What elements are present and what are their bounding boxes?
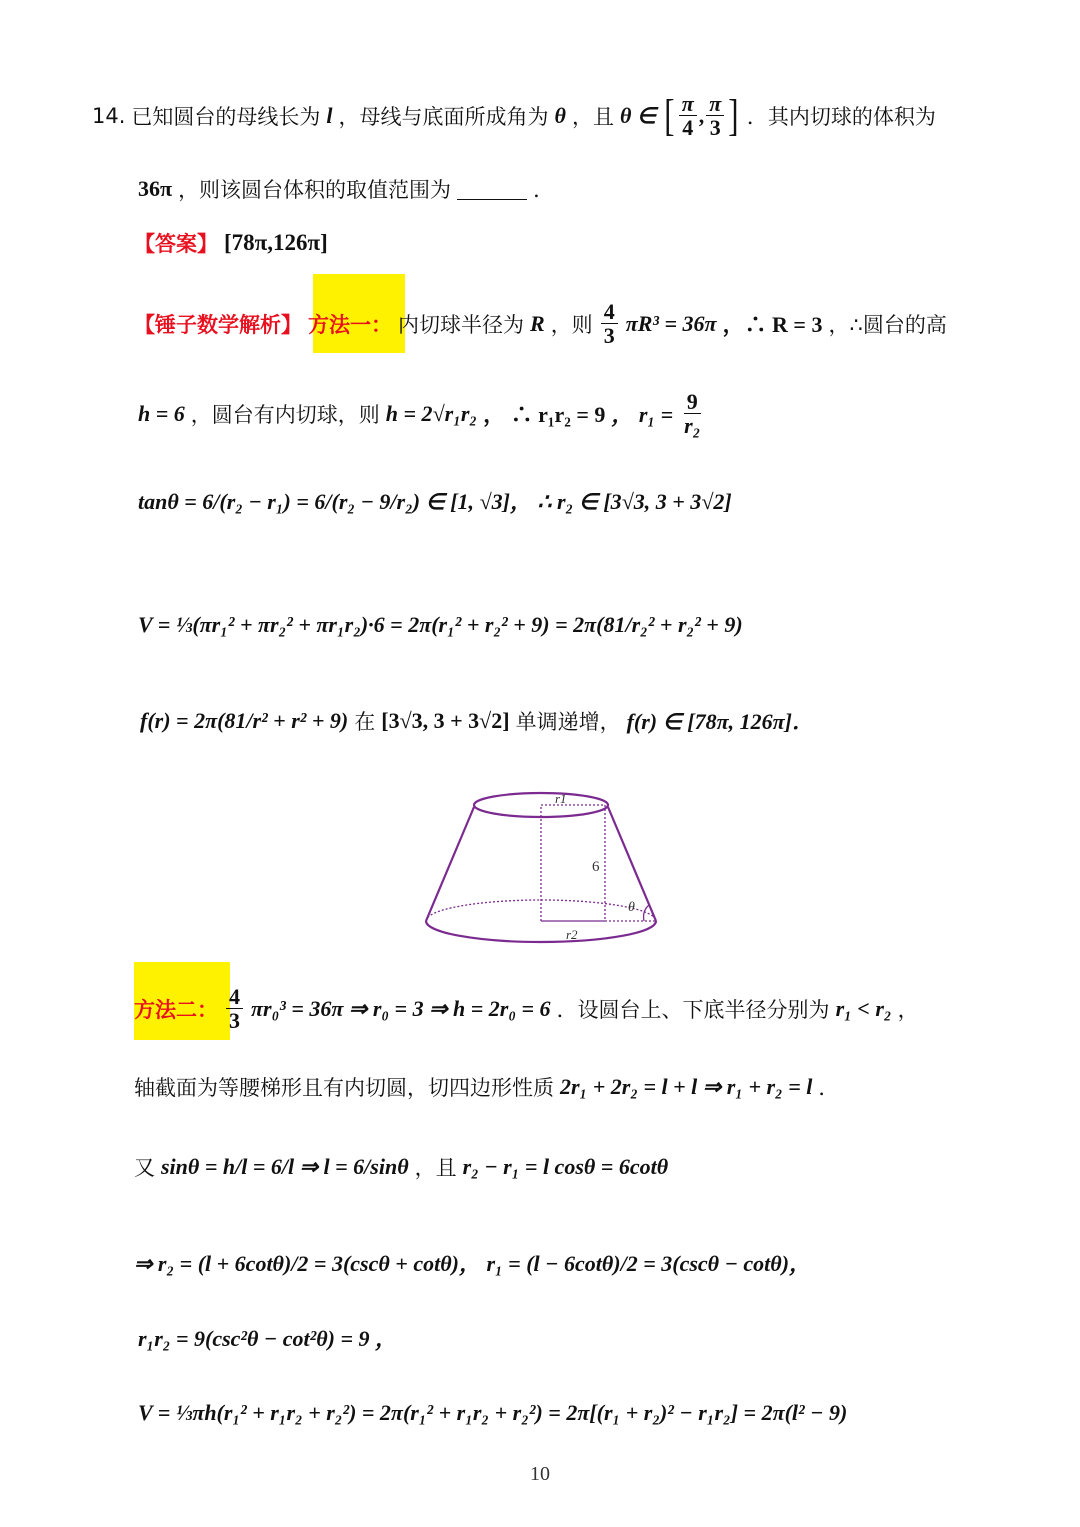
page-number: 10 (530, 1463, 550, 1485)
theta-label: θ (628, 900, 635, 915)
method2-title: 方法二： (134, 997, 218, 1022)
question-line-1: 14. 已知圆台的母线长为 l ，母线与底面所成角为 θ ，且 θ ∈ [ $\frac{\pi}{4}$ , $\frac{\pi}{3}$ ] ．其内切球的体积为 (92, 90, 936, 141)
method2-line-6: V = ⅓πh(r₁² + r₁r₂ + r₂²) = 2π(r₁² + r₁r₂ + r₂²) = 2π[(r₁ + r₂)² − r₁r₂] = 2π(l² − 9) (138, 1400, 848, 1425)
answer-label: 【答案】 (134, 232, 218, 256)
frustum-figure (420, 785, 665, 955)
left-slant (426, 807, 474, 921)
r2-label: r2 (566, 927, 578, 942)
question-line-2: 36π ，则该圆台体积的取值范围为 ． (138, 176, 555, 202)
method2-line-1: 方法二： $\frac{4}{3}$ πr₀³ = 36π ⇒ r₀ = 3 ⇒ h = 2r₀ = 6 ．设圆台上、下底半径分别为 r₁ < r₂ ， (134, 984, 919, 1034)
method1-line-4: V = ⅓(πr₁² + πr₂² + πr₁r₂)·6 = 2π(r₁² + r₂² + 9) = 2π(81/r₂² + r₂² + 9) (138, 612, 743, 637)
method2-line-2: 轴截面为等腰梯形且有内切圆，切四边形性质 2r₁ + 2r₂ = l + l ⇒ r₁ + r₂ = l ． (134, 1074, 840, 1100)
method1-line-5: f(r) = 2π(81/r² + r² + 9) 在 [3√3, 3 + 3√2] 单调递增， f(r) ∈ [78π, 126π]． (140, 707, 814, 734)
method2-line-5: r₁r₂ = 9(csc²θ − cot²θ) = 9 ， (138, 1326, 398, 1351)
height-label: 6 (592, 859, 600, 875)
question-number: 14. (92, 103, 126, 128)
angle-interval: [ $\frac{\pi}{4}$ , $\frac{\pi}{3}$ ] (664, 90, 739, 141)
answer-value: [78π,126π] (224, 230, 328, 255)
r1-label: r1 (555, 791, 567, 806)
method2-line-4: ⇒ r₂ = (l + 6cotθ)/2 = 3(cscθ + cotθ)， r₁ = (l − 6cotθ)/2 = 3(cscθ − cotθ)， (134, 1251, 812, 1276)
method1-line-1: 【锤子数学解析】 方法一： 内切球半径为 R ，则 $\frac{4}{3}$ πR³ = 36π ，∴ R = 3 ，∴圆台的高 (134, 299, 947, 349)
question-text: 已知圆台的母线长为 (131, 104, 321, 129)
method1-line-2: h = 6 ，圆台有内切球，则 h = 2√r₁r₂ ， ∴ r₁r₂ = 9 ， r₁ = $\frac{9}{\text{r₂}}$ (138, 389, 701, 439)
method1-line-3: tanθ = 6/(r₂ − r₁) = 6/(r₂ − 9/r₂) ∈ [1, √3]， ∴ r₂ ∈ [3√3, 3 + 3√2] (138, 489, 732, 514)
answer-line (134, 228, 328, 258)
bottom-ellipse-front (426, 921, 656, 942)
method2-line-3: 又 sinθ = h/l = 6/l ⇒ l = 6/sinθ ，且 r₂ − r₁ = l cosθ = 6cotθ (134, 1154, 669, 1180)
analysis-tag: 【锤子数学解析】 (134, 312, 302, 337)
method1-title: 方法一： (308, 312, 392, 337)
answer-blank (457, 179, 527, 200)
